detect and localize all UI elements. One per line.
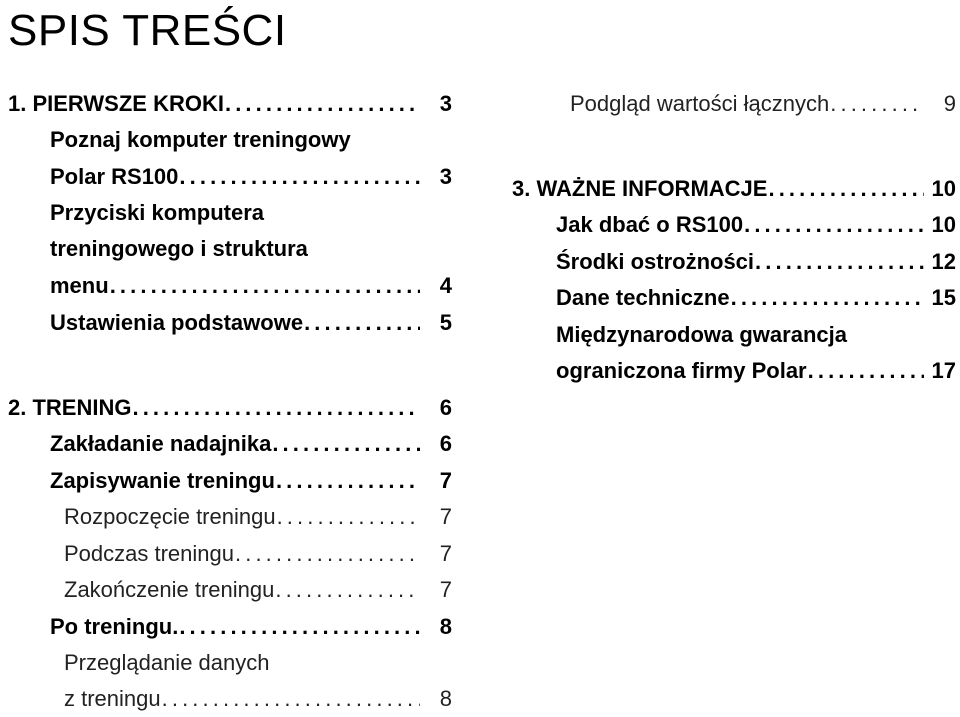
toc-entry-page: 7: [439, 577, 452, 602]
toc-leader-dots: [110, 271, 420, 301]
toc-entry-page: 4: [439, 273, 452, 298]
toc-leader-dots: [304, 308, 420, 338]
toc-entry-wazne-informacje[interactable]: [512, 174, 956, 204]
toc-entry-rozpoczecie[interactable]: [64, 502, 452, 532]
toc-leader-dots: [132, 393, 420, 423]
toc-leader-dots: [179, 162, 420, 192]
toc-entry-label: Podgląd wartości łącznych: [570, 91, 830, 116]
toc-entry-label: 3. WAŻNE INFORMACJE: [512, 176, 768, 201]
toc-entry-polar-rs100[interactable]: [50, 162, 452, 192]
toc-leader-dots: [235, 539, 420, 569]
toc-entry-page: 7: [439, 504, 452, 529]
toc-leader-dots: [808, 356, 924, 386]
toc-entry-label: Zakończenie treningu: [64, 577, 275, 602]
toc-entry-page: 10: [931, 176, 956, 201]
toc-entry-jak-dbac[interactable]: [556, 210, 956, 240]
toc-entry-podczas[interactable]: [64, 539, 452, 569]
toc-entry-label: Międzynarodowa gwarancja: [556, 322, 847, 347]
toc-entry-label: treningowego i struktura: [50, 236, 308, 261]
toc-entry-srodki[interactable]: [556, 247, 956, 277]
toc-leader-dots: [755, 247, 924, 277]
toc-entry-label: Podczas treningu: [64, 541, 234, 566]
toc-entry-label: 2. TRENING: [8, 395, 132, 420]
toc-leader-dots: [768, 174, 924, 204]
toc-leader-dots: [731, 283, 924, 313]
toc-entry-dane-techniczne[interactable]: [556, 283, 956, 313]
toc-entry-trening[interactable]: [8, 393, 452, 423]
toc-entry-label: Ustawienia podstawowe: [50, 310, 304, 335]
toc-entry-ustawienia[interactable]: [50, 308, 452, 338]
toc-entry-poznaj-komputer[interactable]: [50, 125, 351, 155]
toc-entry-label: Po treningu.: [50, 614, 179, 639]
toc-entry-page: 3: [439, 164, 452, 189]
toc-entry-label: 1. PIERWSZE KROKI: [8, 91, 224, 116]
toc-entry-page: 7: [439, 468, 452, 493]
toc-entry-label: Przeglądanie danych: [64, 650, 270, 675]
toc-entry-zapisywanie[interactable]: [50, 466, 452, 496]
toc-entry-po-treningu[interactable]: [50, 612, 452, 642]
toc-entry-przegladanie[interactable]: [64, 648, 269, 678]
toc-entry-page: 8: [439, 614, 452, 639]
page-title: SPIS TREŚCI: [8, 6, 287, 55]
toc-leader-dots: [277, 502, 420, 532]
toc-leader-dots: [830, 89, 924, 119]
toc-entry-label: z treningu: [64, 686, 161, 711]
toc-leader-dots: [272, 429, 420, 459]
toc-entry-page: 6: [439, 395, 452, 420]
toc-entry-page: 10: [931, 212, 956, 237]
toc-entry-page: 3: [439, 91, 452, 116]
toc-entry-label: Polar RS100: [50, 164, 179, 189]
toc-entry-label: Zakładanie nadajnika: [50, 431, 272, 456]
toc-entry-page: 15: [931, 285, 956, 310]
toc-entry-zakladanie[interactable]: [50, 429, 452, 459]
toc-entry-label: Poznaj komputer treningowy: [50, 127, 351, 152]
toc-entry-podglad[interactable]: [570, 89, 956, 119]
toc-entry-page: 17: [931, 358, 956, 383]
toc-entry-gwarancja[interactable]: [556, 320, 847, 350]
toc-leader-dots: [179, 612, 420, 642]
toc-entry-menu[interactable]: [50, 271, 452, 301]
toc-leader-dots: [225, 89, 420, 119]
toc-leader-dots: [276, 466, 420, 496]
toc-entry-przyciski[interactable]: [50, 198, 264, 228]
toc-leader-dots: [744, 210, 924, 240]
toc-entry-z-treningu[interactable]: [64, 684, 452, 714]
toc-entry-page: 9: [943, 91, 956, 116]
toc-entry-page: 7: [439, 541, 452, 566]
toc-entry-label: menu: [50, 273, 109, 298]
toc-entry-zakonczenie[interactable]: [64, 575, 452, 605]
toc-entry-page: 12: [931, 249, 956, 274]
toc-entry-treningowego[interactable]: [50, 234, 308, 264]
toc-leader-dots: [162, 684, 420, 714]
toc-entry-label: ograniczona firmy Polar: [556, 358, 807, 383]
toc-entry-page: 6: [439, 431, 452, 456]
toc-leader-dots: [275, 575, 420, 605]
toc-entry-ograniczona[interactable]: [556, 356, 956, 386]
toc-entry-label: Rozpoczęcie treningu: [64, 504, 276, 529]
toc-entry-pierwsze-kroki[interactable]: [8, 89, 452, 119]
toc-entry-page: 8: [439, 686, 452, 711]
toc-entry-label: Środki ostrożności: [556, 249, 755, 274]
toc-entry-label: Jak dbać o RS100: [556, 212, 744, 237]
toc-entry-page: 5: [439, 310, 452, 335]
toc-entry-label: Dane techniczne: [556, 285, 730, 310]
toc-entry-label: Zapisywanie treningu: [50, 468, 275, 493]
toc-entry-label: Przyciski komputera: [50, 200, 264, 225]
